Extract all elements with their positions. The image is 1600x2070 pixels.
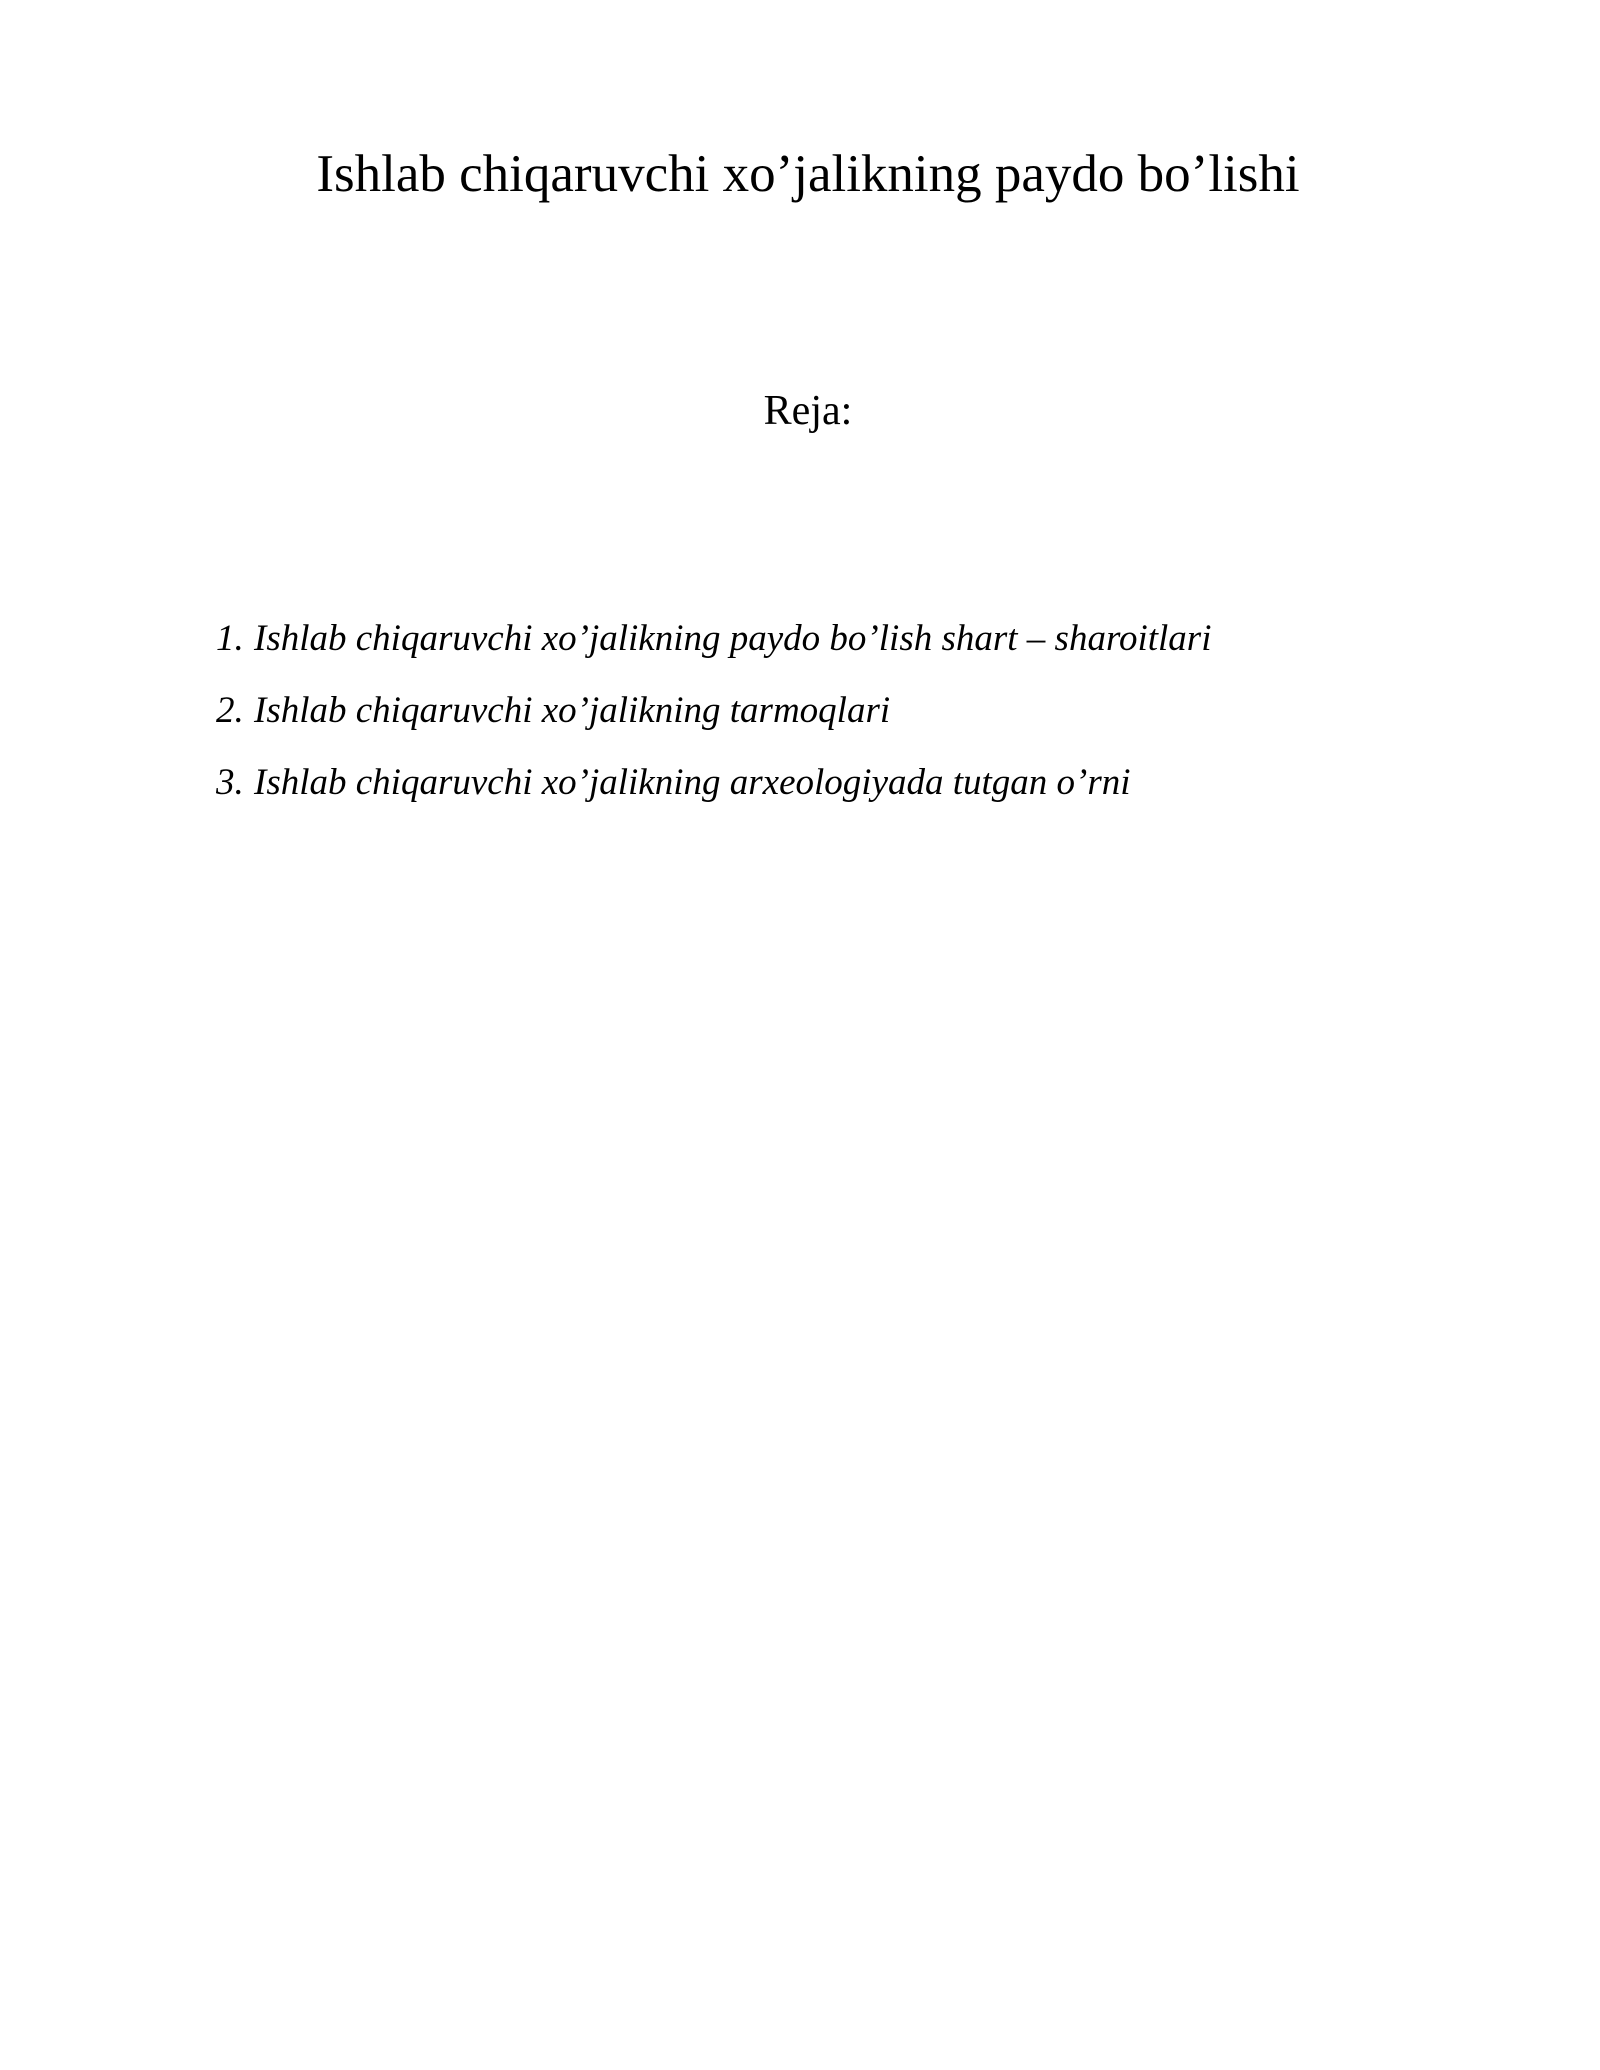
plan-item-number: 3.	[216, 762, 244, 803]
plan-item	[216, 675, 1211, 747]
plan-item-number: 1.	[216, 618, 244, 659]
plan-item-number: 2.	[216, 690, 244, 731]
plan-item	[216, 603, 1211, 675]
plan-item-text: Ishlab chiqaruvchi xo’jalikning arxeologiyada tutgan o’rni	[254, 762, 1131, 803]
plan-item-text: Ishlab chiqaruvchi xo’jalikning paydo bo’lish shart – sharoitlari	[254, 618, 1212, 659]
document-title: Ishlab chiqaruvchi xo’jalikning paydo bo’lishi	[316, 145, 1300, 203]
plan-item-text: Ishlab chiqaruvchi xo’jalikning tarmoqlari	[254, 690, 891, 731]
plan-heading: Reja:	[763, 388, 853, 434]
plan-item	[216, 747, 1211, 819]
plan-list	[216, 603, 1211, 819]
